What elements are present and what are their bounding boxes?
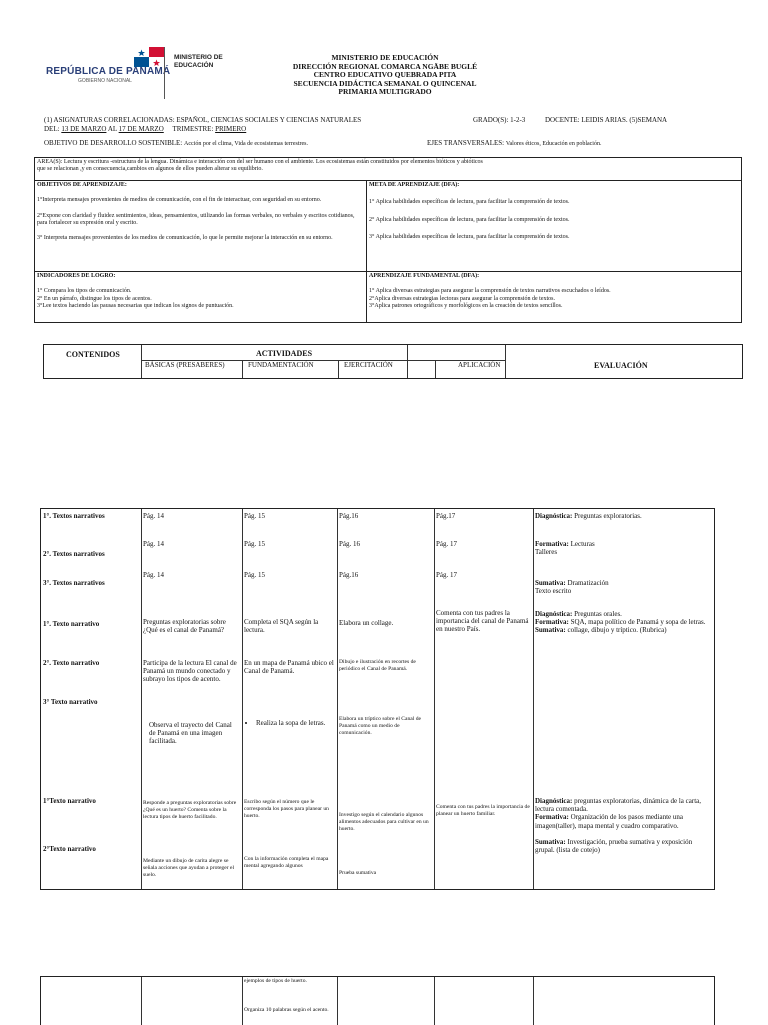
- ministry-line2: EDUCACIÓN: [174, 62, 214, 69]
- objetivos-cell: [35, 181, 367, 272]
- col-ejercitacion: EJERCITACIÓN: [344, 361, 393, 369]
- header-line2: DIRECCIÓN REGIONAL COMARCA NGÄBE BUGLÉ: [292, 61, 478, 71]
- trimestre-value: PRIMERO: [215, 125, 247, 133]
- eval-sum-text: Dramatización: [565, 579, 609, 587]
- header-line4: SECUENCIA DIDÁCTICA SEMANAL O QUINCENAL: [293, 78, 477, 88]
- aprendizaje-title: APRENDIZAJE FUNDAMENTAL (DFA):: [369, 273, 480, 279]
- col-actividades: ACTIVIDADES: [256, 349, 313, 358]
- eval-block-2: [535, 610, 711, 635]
- indicador-3: 3°Lee textos haciendo las pausas necesarias que indican los signos de puntuación.: [37, 302, 234, 309]
- objetivo-ods: [44, 139, 308, 147]
- objetivo-value: Acción por el clima, Vida de ecosistemas terrestres.: [184, 141, 308, 147]
- trimestre-label: TRIMESTRE:: [172, 125, 214, 133]
- eval-form-text: Lecturas: [568, 540, 595, 548]
- fund-pag-2: Pág. 15: [244, 540, 265, 548]
- fund-sqa: Completa el SQA según la lectura.: [244, 618, 319, 635]
- ejer-prueba: Prueba sumativa: [339, 870, 377, 876]
- content-grid: [40, 508, 715, 890]
- header-line1: MINISTERIO DE EDUCACIÓN: [331, 53, 439, 62]
- header-line5: PRIMARIA MULTIGRADO: [338, 87, 432, 97]
- ev3-diag: preguntas exploratorias, dinámica de la carta, lectura comentada.: [535, 797, 702, 814]
- ejes-transversales: [427, 139, 601, 147]
- objetivo-1: 1°Interpreta mensajes provenientes de medios de comunicación, con el fin de interactuar, con seguridad en su entorno.: [37, 197, 322, 204]
- eval-form-text2: Talleres: [535, 548, 558, 557]
- header-line3: CENTRO EDUCATIVO QUEBRADA PITA: [313, 70, 457, 80]
- ejer-pag-2: Pág. 16: [339, 540, 360, 548]
- eval-sum-label: Sumativa:: [535, 579, 566, 587]
- ejes-value: Valores éticos, Educación en población.: [505, 141, 602, 147]
- ejer-dibujo: Dibujo e ilustración en recortes de periódico el Canal de Panamá.: [339, 659, 416, 672]
- ev2-diag-label: Diagnóstica:: [535, 610, 573, 618]
- objetivo-3: 3° Interpreta mensajes provenientes de los medios de comunicación, lo que le permite mejorar la interacción en su entorno.: [37, 235, 333, 242]
- aprendizaje-2: 2°Aplica diversas estrategias lectoras para asegurar la comprensión de textos.: [369, 295, 555, 302]
- ejer-investigo: Investigo según el calendario algunos alimentos adecuados para cultivar en un huerto.: [339, 812, 429, 832]
- ev2-form-label: Formativa:: [535, 618, 569, 627]
- area-text2: que se relacionan ,y en consecuencia,cambios en algunos de ellos pueden alterar su equilibrio.: [37, 166, 263, 173]
- col-contenidos: CONTENIDOS: [66, 350, 120, 359]
- panama-flag-icon: [134, 47, 164, 67]
- ev3-form: Organización de los pasos mediante una imagen(taller), mapa mental y cuadro comparativo.: [535, 813, 683, 830]
- eval-form-label: Formativa:: [535, 540, 569, 548]
- basicas-observa: Observa el trayecto del Canal de Panamá en una imagen facilitada.: [149, 721, 232, 746]
- indicadores-cell: [35, 272, 367, 323]
- area-cell: [35, 158, 742, 181]
- fund-escribe: Escribo según el número que le corresponda los pasos para planear un huerto.: [244, 799, 329, 819]
- eval-formativa: [535, 540, 595, 556]
- column-header: [43, 344, 743, 379]
- eval-sum-text2: Texto escrito: [535, 587, 572, 596]
- fund-pag-3: Pág. 15: [244, 571, 265, 579]
- content-1: 1°. Textos narrativos: [43, 512, 105, 520]
- apli-comenta-huerto: Comenta con tus padres la importancia de planear un huerto familiar.: [436, 804, 530, 817]
- fund-info: Con la información completa el mapa mental agregando algunos: [244, 856, 329, 869]
- ejer-pag-3: Pág.16: [339, 571, 359, 579]
- ministry-line1: MINISTERIO DE: [174, 54, 223, 61]
- content-5: 2°. Texto narrativo: [43, 659, 100, 667]
- content-2: 2°. Textos narrativos: [43, 550, 105, 558]
- ev3-diag-label: Diagnóstica:: [535, 797, 573, 805]
- col-evaluacion: EVALUACIÓN: [594, 361, 648, 370]
- ejer-collage: Elabora un collage.: [339, 619, 394, 627]
- ev2-sum-label: Sumativa:: [535, 626, 566, 635]
- ev3-form-label: Formativa:: [535, 813, 569, 822]
- grado: GRADO(S): 1-2-3: [473, 116, 526, 124]
- republic-name: REPÚBLICA DE PANAMÁ: [46, 66, 171, 77]
- basicas-pag-1: Pág. 14: [143, 512, 164, 520]
- ejer-triptico: Elabora un tríptico sobre el Canal de Panamá como un medio de comunicación.: [339, 716, 422, 736]
- logo-divider: [164, 47, 165, 99]
- del-label: DEL:: [44, 125, 60, 133]
- col-fundamentacion: FUNDAMENTACIÓN: [248, 361, 314, 369]
- del-value: 13 DE MARZO: [61, 125, 107, 133]
- basicas-preguntas: Preguntas exploratorias sobre ¿Qué es el canal de Panamá?: [143, 618, 226, 635]
- content-6: 3° Texto narrativo: [43, 698, 98, 706]
- content-3: 3°. Textos narrativos: [43, 579, 105, 587]
- fund-sopa-item: • Realiza la sopa de letras.: [256, 719, 336, 727]
- basicas-dibujo: Mediante un dibujo de carita alegre se señala acciones que ayudan a proteger el suelo.: [143, 858, 235, 878]
- fund-mapa: En un mapa de Panamá ubico el Canal de Panamá.: [244, 659, 334, 676]
- ev3-sum: Investigación, prueba sumativa y exposición grupal. (lista de cotejo): [535, 838, 693, 855]
- basicas-pag-2: Pág. 14: [143, 540, 164, 548]
- metas-cell: [367, 181, 742, 272]
- al-value: 17 DE MARZO: [118, 125, 164, 133]
- apli-pag-1: Pág.17: [436, 512, 456, 520]
- fund-pag-1: Pág. 15: [244, 512, 265, 520]
- col-aplicacion: APLICACIÓN: [458, 361, 501, 369]
- indicador-2: 2° En un párrafo, distingue los tipos de acentos.: [37, 295, 152, 302]
- aprendizaje-1: 1° Aplica diversas estrategias para asegurar la comprensión de textos narrativos escuchados o leídos.: [369, 288, 611, 295]
- objetivos-title: OBJETIVOS DE APRENDIZAJE:: [37, 182, 127, 188]
- basicas-pag-3: Pág. 14: [143, 571, 164, 579]
- ev2-diag: Preguntas orales.: [572, 610, 622, 618]
- al-label: AL: [107, 125, 117, 133]
- ministry-label: [174, 54, 223, 70]
- aprendizaje-cell: [367, 272, 742, 323]
- content-4: 1°. Texto narrativo: [43, 620, 100, 628]
- ejer-pag-1: Pág.16: [339, 512, 359, 520]
- ev2-form: SQA, mapa político de Panamá y sopa de letras.: [568, 618, 706, 627]
- apli-pag-2: Pág. 17: [436, 540, 457, 548]
- government-logo: [46, 47, 236, 107]
- ejes-label: EJES TRANSVERSALES:: [427, 139, 505, 147]
- eval-diagnostica: [535, 512, 642, 520]
- government-name: GOBIERNO NACIONAL: [78, 78, 132, 84]
- docente: DOCENTE: LEIDIS ARIAS. (5)SEMANA: [545, 116, 668, 124]
- fund-organiza: Organiza 10 palabras según el acento.: [244, 1007, 329, 1013]
- content-8: 2°Texto narrativo: [43, 845, 96, 853]
- date-range: [44, 125, 246, 133]
- fund-ejemplos: ejemplos de tipos de huerto.: [244, 978, 307, 984]
- fund-sopa: [244, 719, 336, 727]
- area-text1: AREA(S): Lectura y escritura -estructura de la lengua. Dinámica e interacción con del ser humano con el ambiente. Los ecosistemas están constituidos por elementos bióticos y abióticos: [37, 159, 483, 165]
- asignaturas: (1) ASIGNATURAS CORRELACIONADAS: ESPAÑOL, CIENCIAS SOCIALES Y CIENCIAS NATURALES: [44, 116, 362, 124]
- continuation-grid: [40, 976, 715, 1025]
- planning-table: [34, 157, 742, 323]
- apli-comenta: Comenta con tus padres la importancia del canal de Panamá en nuestro País.: [436, 609, 529, 634]
- objetivo-label: OBJETIVO DE DESARROLLO SOSTENIBLE:: [44, 139, 183, 147]
- col-basicas: BÁSICAS (PRESABERES): [145, 361, 225, 369]
- indicadores-title: INDICADORES DE LOGRO:: [37, 273, 116, 279]
- apli-pag-3: Pág. 17: [436, 571, 457, 579]
- basicas-responde: Responde a preguntas exploratorias sobre ¿Qué es un huerto? Comenta sobre la lectura tipos de huerto facilitado.: [143, 800, 237, 820]
- aprendizaje-3: 3°Aplica patrones ortográficos y morfológicos en la creación de textos sencillos.: [369, 302, 563, 309]
- meta-1: 1° Aplica habilidades específicas de lectura, para facilitar la comprensión de textos.: [369, 199, 570, 206]
- content-7: 1°Texto narrativo: [43, 797, 96, 805]
- objetivo-2: 2°Expone con claridad y fluidez sentimientos, ideas, pensamientos, utilizando las formas verbales, no verbales y escritos cotidianos, para fortalecer su expresión oral y escrito.: [37, 212, 355, 226]
- metas-title: META DE APRENDIZAJE (DFA):: [369, 182, 460, 188]
- ev3-sum-label: Sumativa:: [535, 838, 566, 847]
- eval-block-3: [535, 797, 711, 854]
- meta-3: 3° Aplica habilidades específicas de lectura, para facilitar la comprensión de textos.: [369, 233, 570, 240]
- eval-diag-text: Preguntas exploratorias.: [572, 512, 642, 520]
- document-header: [240, 54, 530, 97]
- indicador-1: 1° Compara los tipos de comunicación.: [37, 288, 132, 295]
- eval-sumativa: [535, 579, 609, 595]
- eval-diag-label: Diagnóstica:: [535, 512, 573, 520]
- ev2-sum: collage, dibujo y tríptico. (Rubrica): [565, 626, 667, 635]
- meta-2: 2° Aplica habilidades específicas de lectura, para facilitar la comprensión de textos.: [369, 216, 570, 223]
- basicas-participa: Participa de la lectura El canal de Panamá un mundo conectado y subrayo los tipos de acento.: [143, 659, 237, 684]
